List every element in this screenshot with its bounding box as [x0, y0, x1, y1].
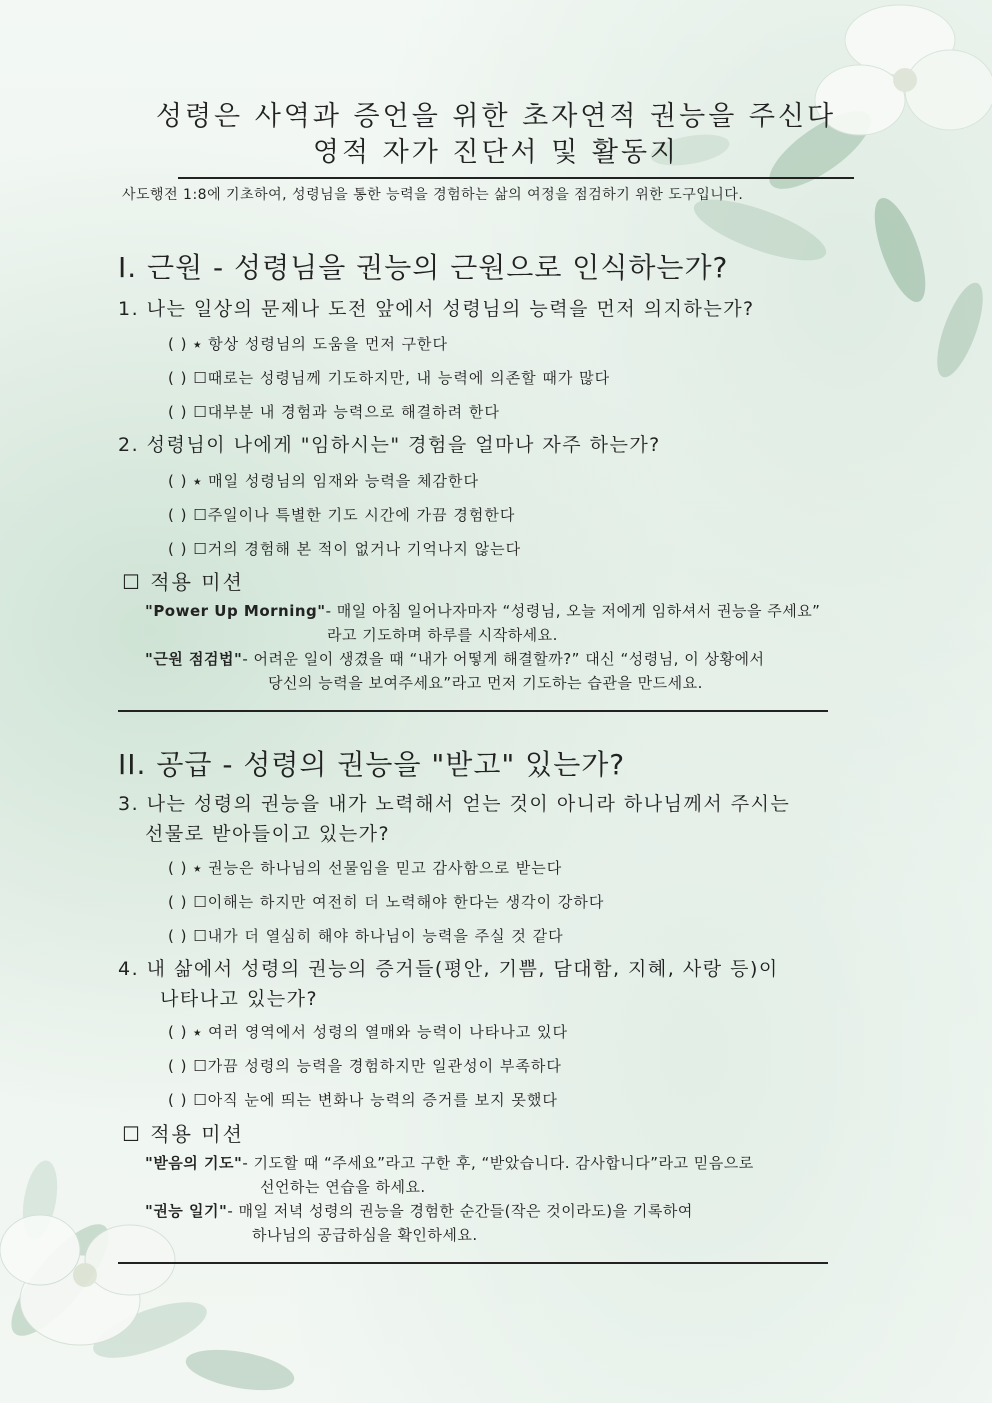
mission-item-3-cont: 선언하는 연습을 하세요.: [260, 1178, 426, 1196]
mission-item-2-cont: 당신의 능력을 보여주세요”라고 먼저 기도하는 습관을 만드세요.: [268, 674, 703, 692]
q2-option-3[interactable]: ( ) ☐거의 경험해 본 적이 없거나 기억나지 않는다: [168, 540, 522, 558]
mission-item-label: "근원 점검법": [145, 650, 243, 668]
section-divider-1: [118, 710, 828, 712]
mission-item-text: - 매일 아침 일어나자마자 “성령님, 오늘 저에게 임하셔서 권능을 주세요”: [325, 602, 821, 620]
mission-item-label: "받음의 기도": [145, 1154, 243, 1172]
mission-heading-1: ☐ 적용 미션: [122, 570, 244, 594]
intro-text: 사도행전 1:8에 기초하여, 성령님을 통한 능력을 경험하는 삶의 여정을 점검하기 위한 도구입니다.: [122, 187, 744, 203]
question-4: 4. 내 삶에서 성령의 권능의 증거들(평안, 기쁨, 담대함, 지혜, 사랑 등)이: [118, 958, 779, 980]
question-3-cont: 선물로 받아들이고 있는가?: [145, 823, 391, 845]
question-1: 1. 나는 일상의 문제나 도전 앞에서 성령님의 능력을 먼저 의지하는가?: [118, 298, 755, 320]
mission-item-3: [145, 1152, 754, 1173]
mission-item-text: - 기도할 때 “주세요”라고 구한 후, “받았습니다. 감사합니다”라고 믿음으로: [242, 1154, 754, 1172]
title-divider: [178, 177, 854, 179]
page-title: 성령은 사역과 증언을 위한 초자연적 권능을 주신다: [155, 101, 837, 132]
question-3: 3. 나는 성령의 권능을 내가 노력해서 얻는 것이 아니라 하나님께서 주시는: [118, 793, 791, 815]
mission-item-4-cont: 하나님의 공급하심을 확인하세요.: [252, 1226, 478, 1244]
q2-option-1[interactable]: ( ) ⭑ 매일 성령님의 임재와 능력을 체감한다: [168, 472, 480, 490]
mission-item-label: "Power Up Morning": [145, 602, 326, 620]
mission-item-4: [145, 1200, 693, 1221]
q4-option-2[interactable]: ( ) ☐가끔 성령의 능력을 경험하지만 일관성이 부족하다: [168, 1057, 562, 1075]
q1-option-2[interactable]: ( ) ☐때로는 성령님께 기도하지만, 내 능력에 의존할 때가 많다: [168, 369, 611, 387]
mission-heading-2: ☐ 적용 미션: [122, 1122, 244, 1146]
mission-item-text: - 어려운 일이 생겼을 때 “내가 어떻게 해결할까?” 대신 “성령님, 이 상황에서: [242, 650, 765, 668]
q3-option-2[interactable]: ( ) ☐이해는 하지만 여전히 더 노력해야 한다는 생각이 강하다: [168, 893, 605, 911]
section-2-heading: II. 공급 - 성령의 권능을 "받고" 있는가?: [118, 748, 626, 781]
mission-item-label: "권능 일기": [145, 1202, 228, 1220]
mission-item-1-cont: 라고 기도하며 하루를 시작하세요.: [327, 626, 558, 644]
question-4-cont: 나타나고 있는가?: [160, 988, 319, 1010]
question-2: 2. 성령님이 나에게 "임하시는" 경험을 얼마나 자주 하는가?: [118, 434, 661, 456]
q1-option-1[interactable]: ( ) ⭑ 항상 성령님의 도움을 먼저 구한다: [168, 335, 449, 353]
q4-option-1[interactable]: ( ) ⭑ 여러 영역에서 성령의 열매와 능력이 나타나고 있다: [168, 1023, 569, 1041]
q2-option-2[interactable]: ( ) ☐주일이나 특별한 기도 시간에 가끔 경험한다: [168, 506, 516, 524]
q4-option-3[interactable]: ( ) ☐아직 눈에 띄는 변화나 능력의 증거를 보지 못했다: [168, 1091, 558, 1109]
page-subtitle: 영적 자가 진단서 및 활동지: [312, 137, 680, 168]
mission-item-1: [145, 600, 820, 621]
mission-item-2: [145, 648, 764, 669]
section-1-heading: I. 근원 - 성령님을 권능의 근원으로 인식하는가?: [118, 251, 729, 284]
section-divider-2: [118, 1262, 828, 1264]
q3-option-1[interactable]: ( ) ⭑ 권능은 하나님의 선물임을 믿고 감사함으로 받는다: [168, 859, 563, 877]
q1-option-3[interactable]: ( ) ☐대부분 내 경험과 능력으로 해결하려 한다: [168, 403, 500, 421]
q3-option-3[interactable]: ( ) ☐내가 더 열심히 해야 하나님이 능력을 주실 것 같다: [168, 927, 564, 945]
mission-item-text: - 매일 저녁 성령의 권능을 경험한 순간들(작은 것이라도)을 기록하여: [227, 1202, 693, 1220]
